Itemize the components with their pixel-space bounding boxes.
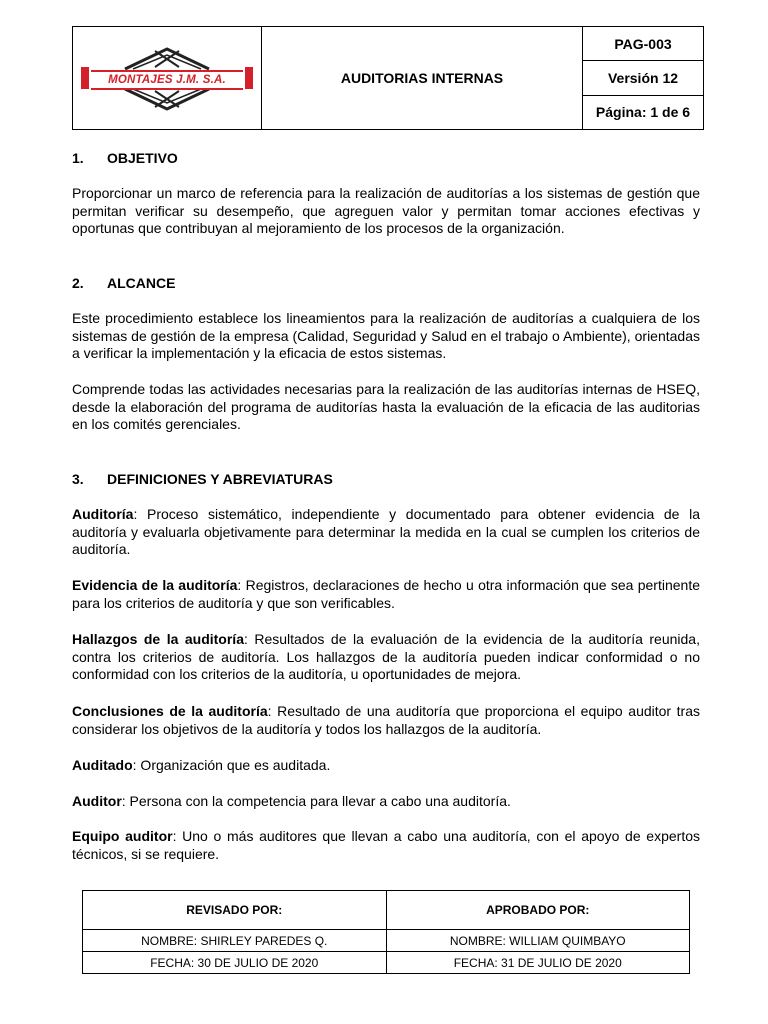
section-heading-definiciones [72, 471, 333, 487]
section-number: 2. [72, 275, 84, 291]
paragraph: Este procedimiento establece los lineamientos para la realización de auditorías a cualquiera de los sistemas de gestión de la empresa (Calidad, Seguridad y Salud en el trabajo o Ambiente), orientadas a verificar la implementación y la eficacia de estos sistemas. [72, 310, 700, 361]
section-number: 1. [72, 150, 84, 166]
paragraph: Comprende todas las actividades necesarias para la realización de las auditorías internas de HSEQ, desde la elaboración del programa de auditorías hasta la evaluación de la eficacia de las auditorias en los comités gerenciales. [72, 381, 700, 432]
company-logo [81, 47, 253, 111]
definition-text: : Registros, declaraciones de hecho u otra información que sea pertinente para los criterios de auditoría y que son verificables. [72, 577, 700, 611]
approval-table-row [83, 930, 689, 952]
definition-auditado [72, 757, 700, 775]
section-title: ALCANCE [107, 275, 176, 291]
section-number: 3. [72, 471, 84, 487]
document-version: Versión 12 [583, 61, 703, 95]
definition-text: : Resultado de una auditoría que proporciona el equipo auditor tras considerar los objetivos de la auditoría y todos los hallazgos de la auditoría. [72, 703, 700, 737]
paragraph: Proporcionar un marco de referencia para la realización de auditorías a los sistemas de gestión que permitan verificar su desempeño, que agreguen valor y permitan tomar acciones efectivas y oportunas que contribuyan al mejoramiento de los procesos de la organización. [72, 185, 700, 236]
approved-by-label: APROBADO POR: [486, 903, 590, 917]
definition-term: Auditado [72, 757, 133, 773]
section-heading-alcance [72, 275, 175, 291]
logo-cell [73, 27, 262, 129]
definition-term: Auditor [72, 793, 122, 809]
definition-text: : Resultados de la evaluación de la evidencia de la auditoría reunida, contra los criterios de auditoría. Los hallazgos de la auditoría pueden indicar conformidad o no conformidad con los criterios de la auditoría, u oportunidades de mejora. [72, 631, 700, 682]
definition-equipo-auditor [72, 828, 700, 863]
logo-text: MONTAJES J.M. S.A. [91, 70, 243, 90]
definition-term: Hallazgos de la auditoría [72, 631, 244, 647]
definition-text: : Persona con la competencia para llevar a cabo una auditoría. [121, 793, 511, 809]
reviewed-by-name: NOMBRE: SHIRLEY PAREDES Q. [83, 930, 387, 951]
approved-by-name: NOMBRE: WILLIAM QUIMBAYO [449, 933, 626, 948]
approval-table-header [83, 891, 689, 930]
definition-term: Evidencia de la auditoría [72, 577, 238, 593]
definition-text: : Proceso sistemático, independiente y documentado para obtener evidencia de la auditoría y evaluarla objetivamente para determinar la medida en la cual se cumplen los criterios de auditoría. [72, 506, 700, 557]
reviewed-date: FECHA: 30 DE JULIO DE 2020 [83, 952, 387, 973]
definition-auditoria [72, 506, 700, 559]
document-code: PAG-003 [583, 27, 703, 61]
logo-right-bar [245, 67, 253, 89]
definition-term: Conclusiones de la auditoría [72, 703, 268, 719]
definition-term: Equipo auditor [72, 828, 173, 844]
section-title: OBJETIVO [107, 150, 178, 166]
definition-term: Auditoría [72, 506, 134, 522]
document-title: AUDITORIAS INTERNAS [262, 27, 583, 129]
logo-left-bar [81, 67, 89, 89]
document-header [72, 26, 704, 130]
definition-evidencia [72, 577, 700, 612]
document-meta [583, 27, 703, 129]
definition-conclusiones [72, 703, 700, 738]
definition-text: : Organización que es auditada. [132, 757, 331, 773]
definition-hallazgos [72, 631, 700, 684]
approval-table [82, 890, 690, 974]
definition-auditor [72, 793, 700, 811]
section-heading-objetivo [72, 150, 178, 166]
approval-table-row [83, 952, 689, 973]
section-title: DEFINICIONES Y ABREVIATURAS [107, 471, 333, 487]
definition-text: : Uno o más auditores que llevan a cabo una auditoría, con el apoyo de expertos técnicos, si se requiere. [72, 828, 700, 862]
reviewed-by-label: REVISADO POR: [83, 891, 387, 929]
page-number: Página: 1 de 6 [595, 104, 691, 121]
approved-date: FECHA: 31 DE JULIO DE 2020 [453, 955, 622, 970]
